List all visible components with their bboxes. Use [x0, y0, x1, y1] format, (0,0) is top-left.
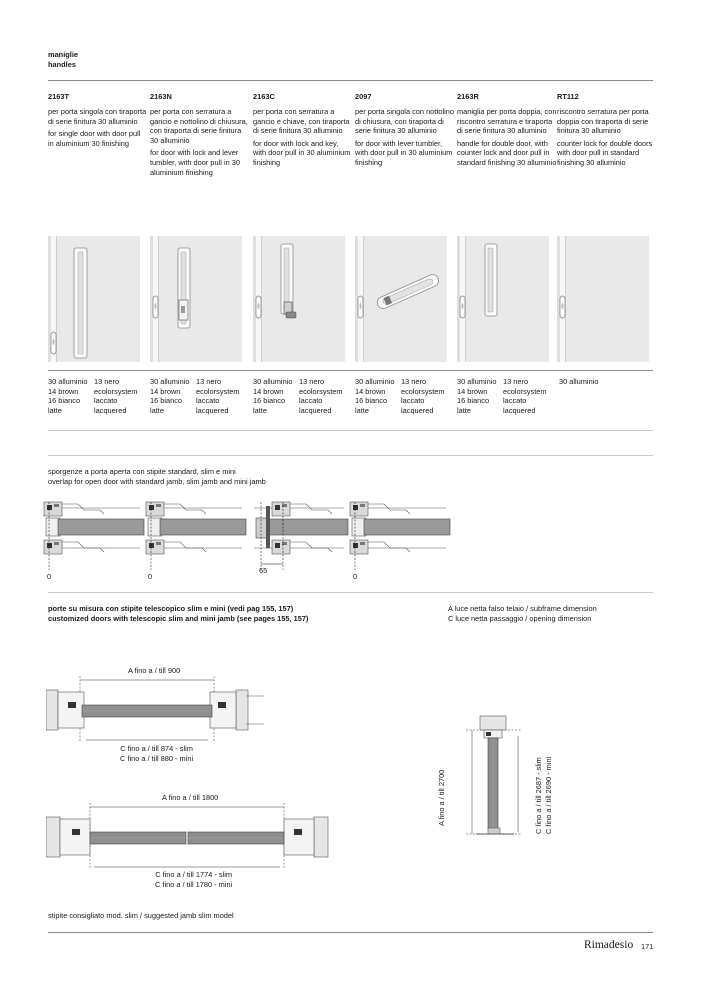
finish: lacquered: [196, 405, 229, 415]
product-2163C: [253, 92, 353, 168]
finish: 30 alluminio: [457, 377, 497, 386]
finish: lacquered: [299, 405, 332, 415]
single-c-labels: [120, 744, 193, 763]
product-code: 2163T: [48, 92, 69, 101]
zero-label: 0: [353, 572, 358, 581]
photo-2163T: [48, 236, 140, 362]
product-desc-en: for single door with door pull in aluminium 30 finishing: [48, 129, 141, 148]
legend-c: C luce netta passaggio / opening dimension: [448, 613, 592, 623]
product-2163T: [48, 92, 148, 148]
product-desc-it: per porta con serratura a gancio e chiave, con tiraporta di serie finitura 30 alluminio: [253, 107, 350, 136]
product-desc-en: counter lock for double doors with door pull in standard finishing 30 alluminio: [557, 138, 653, 167]
finish: 16 bianco: [457, 396, 490, 406]
finish: laccato: [503, 396, 527, 406]
divider: [48, 370, 653, 371]
product-2163N: [150, 92, 250, 177]
photo-RT112: [557, 236, 649, 362]
finish: 14 brown: [355, 386, 386, 396]
section-title-en: handles: [48, 59, 76, 69]
handle-RT112-icon: [557, 236, 649, 362]
overlap-slim-diagram: [146, 502, 246, 570]
custom-title: [48, 604, 308, 623]
divider: [48, 592, 653, 593]
handle-2163C-icon: [253, 236, 345, 362]
photo-2163C: [253, 236, 345, 362]
single-a-label: A fino a / till 900: [128, 666, 181, 675]
zero-label: 0: [47, 572, 52, 581]
legend-a: A luce netta falso telaio / subframe dimension: [448, 604, 597, 613]
overlap-caption-en: overlap for open door with standard jamb, slim jamb and mini jamb: [48, 476, 266, 486]
finish: latte: [355, 405, 369, 415]
product-2097: [355, 92, 455, 168]
finish: 13 nero: [94, 377, 120, 386]
section-title: [48, 50, 78, 69]
overlap-standard-diagram: [44, 502, 144, 570]
product-desc-en: handle for double door, with counter lock and door pull in standard finishing 30 alluminio: [457, 138, 557, 167]
finish: ecolorsystem: [503, 386, 547, 396]
suggested-jamb-note: stipite consigliato mod. slim / suggested jamb slim model: [48, 911, 234, 920]
divider: [48, 80, 653, 81]
product-desc-it: per porta singola con nottolino di chiusura, con tiraporta di serie finitura 30 alluminio: [355, 107, 455, 136]
vertical-c-slim: C fino a / till 2687 - slim: [534, 757, 543, 834]
finish: ecolorsystem: [401, 386, 445, 396]
finish: 14 brown: [457, 386, 488, 396]
double-c-labels: [155, 870, 232, 889]
finish: 13 nero: [401, 377, 427, 386]
overlap-mini-diagram: [254, 502, 348, 570]
section-title-it: maniglie: [48, 50, 78, 59]
double-a-label: A fino a / till 1800: [162, 793, 219, 802]
handle-2163R-icon: [457, 236, 549, 362]
finish: 30 alluminio: [253, 377, 293, 386]
single-door-plan-diagram: [46, 676, 266, 746]
finish: 16 bianco: [48, 396, 81, 406]
product-code: RT112: [557, 92, 579, 101]
handle-2097-icon: [355, 236, 447, 362]
product-desc-en: for door with lock and key, with door pull in 30 aluminium finishing: [253, 138, 351, 167]
finish: latte: [457, 405, 471, 415]
product-2163R: [457, 92, 557, 168]
finish: laccato: [401, 396, 425, 406]
finish: 30 alluminio: [559, 377, 599, 386]
finish: laccato: [94, 396, 118, 406]
finish: lacquered: [94, 405, 127, 415]
finish: latte: [48, 405, 62, 415]
dimension-legend: [448, 604, 597, 623]
finish: laccato: [196, 396, 220, 406]
product-code: 2097: [355, 92, 372, 101]
dimension-65-label: 65: [259, 566, 268, 575]
overlap-mini-jamb-diagram: [350, 502, 450, 570]
product-desc-it: per porta singola con tiraporta di serie finitura 30 alluminio: [48, 107, 147, 126]
divider: [48, 430, 653, 431]
finish: 14 brown: [253, 386, 284, 396]
double-c-slim: C fino a / till 1774 - slim: [155, 870, 233, 879]
custom-title-en: customized doors with telescopic slim and mini jamb (see pages 155, 157): [48, 613, 309, 623]
finish: 16 bianco: [355, 396, 388, 406]
product-desc-en: for door with lever tumbler, with door pull in 30 aluminium finishing: [355, 138, 453, 167]
finish: 16 bianco: [150, 396, 183, 406]
overlap-diagram: [40, 496, 460, 586]
product-desc-en: for door with lock and lever tumbler, with door pull in 30 aluminium finishing: [150, 148, 240, 177]
handle-2163T-icon: [48, 236, 140, 362]
vertical-c-labels: [534, 757, 553, 834]
finish: 14 brown: [48, 386, 79, 396]
custom-title-it: porte su misura con stipite telescopico slim e mini (vedi pag 155, 157): [48, 604, 294, 613]
finish: 14 brown: [150, 386, 181, 396]
finish: ecolorsystem: [196, 386, 240, 396]
finish: lacquered: [503, 405, 536, 415]
finish: 16 bianco: [253, 396, 286, 406]
photo-2163R: [457, 236, 549, 362]
product-code: 2163C: [253, 92, 275, 101]
finish: latte: [150, 405, 164, 415]
overlap-caption: [48, 467, 266, 486]
product-desc-it: riscontro serratura per porta doppia con tiraporta di serie finitura 30 alluminio: [557, 107, 649, 136]
divider: [48, 455, 653, 456]
finish: 13 nero: [503, 377, 529, 386]
single-c-mini: C fino a / till 880 - mini: [120, 753, 194, 763]
single-c-slim: C fino a / till 874 - slim: [120, 744, 193, 753]
finish: laccato: [299, 396, 323, 406]
handle-2163N-icon: [150, 236, 242, 362]
finish: 30 alluminio: [150, 377, 190, 386]
photo-2163N: [150, 236, 242, 362]
page-number: 171: [641, 942, 654, 951]
vertical-a-label: A fino a / till 2700: [437, 769, 446, 826]
double-c-mini: C fino a / till 1780 - mini: [155, 879, 233, 889]
finish: ecolorsystem: [94, 386, 138, 396]
product-RT112: [557, 92, 655, 168]
zero-label: 0: [148, 572, 153, 581]
brand-name: Rimadesio: [584, 939, 634, 951]
finish: latte: [253, 405, 267, 415]
finish: lacquered: [401, 405, 434, 415]
product-desc-it: maniglia per porta doppia, con riscontro serratura e tiraporta di serie finitura 30 alluminio: [457, 107, 557, 136]
product-desc-it: per porta con serratura a gancio e nottolino di chiusura, con tiraporta di serie finitura 30 alluminio: [150, 107, 248, 145]
finish: ecolorsystem: [299, 386, 343, 396]
finish: 30 alluminio: [355, 377, 395, 386]
product-code: 2163R: [457, 92, 479, 101]
finish: 13 nero: [196, 377, 222, 386]
double-door-plan-diagram: [46, 803, 330, 873]
photo-2097: [355, 236, 447, 362]
overlap-caption-it: sporgenze a porta aperta con stipite standard, slim e mini: [48, 467, 236, 476]
divider: [48, 932, 653, 933]
vertical-c-mini: C fino a / till 2690 - mini: [543, 756, 553, 834]
finish: 13 nero: [299, 377, 325, 386]
finish: 30 alluminio: [48, 377, 88, 386]
product-code: 2163N: [150, 92, 172, 101]
